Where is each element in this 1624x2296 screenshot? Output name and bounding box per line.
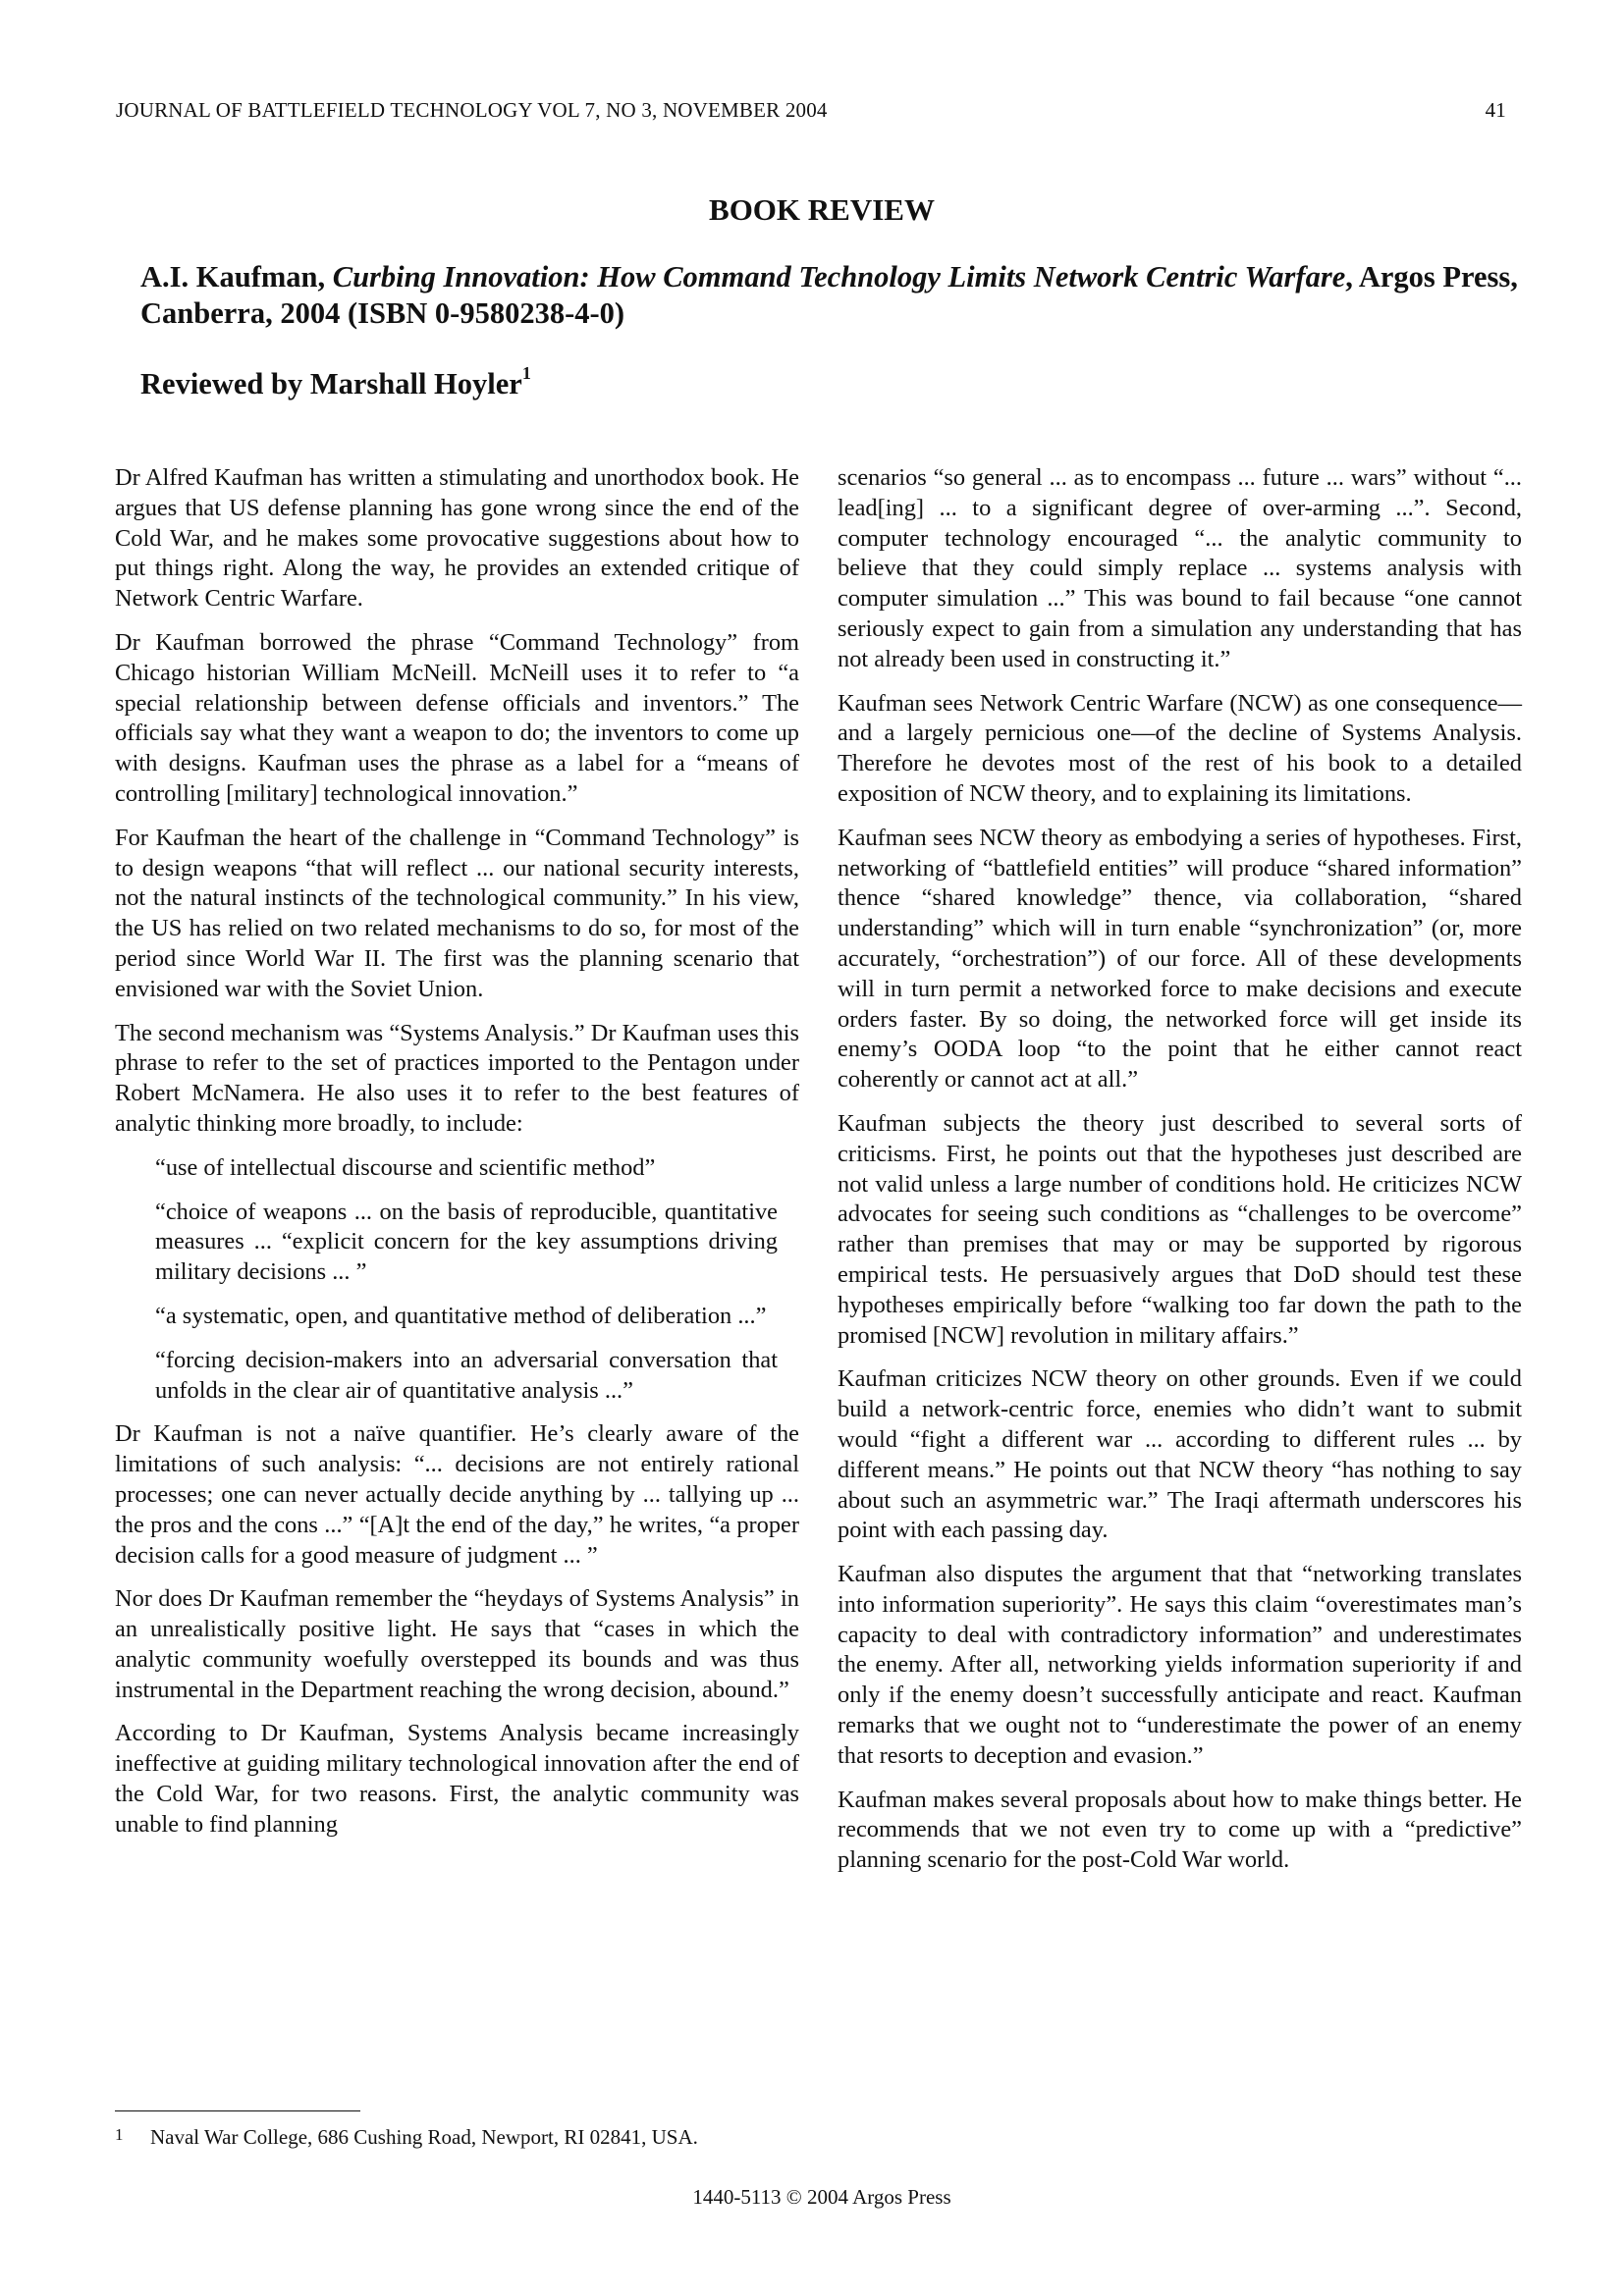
- paragraph: Kaufman subjects the theory just described to several sorts of criticisms. First, he points out that the hypotheses just described are not valid unless a large number of conditions hold. He criticizes NCW advocates for seeing such conditions as “challenges to be overcome” rather than premises that may or may be supported by rigorous empirical tests. He persuasively argues that DoD should test these hypotheses empirically before “walking too far down the path to the promised [NCW] revolution in military affairs.”: [838, 1109, 1522, 1349]
- footnote-text: Naval War College, 686 Cushing Road, Newport, RI 02841, USA.: [150, 2125, 698, 2149]
- footnote-mark: 1: [115, 2125, 124, 2144]
- block-quote: “forcing decision-makers into an adversarial conversation that unfolds in the clear air of quantitative analysis ...”: [155, 1346, 778, 1404]
- right-column: [838, 463, 1522, 1890]
- page-number: 41: [1485, 98, 1506, 122]
- paragraph: Kaufman sees Network Centric Warfare (NCW) as one consequence—and a largely pernicious one—of the decline of Systems Analysis. Therefore he devotes most of the rest of his book to a detailed exposition of NCW theory, and to explaining its limitations.: [838, 689, 1522, 807]
- book-title: Curbing Innovation: How Command Technology Limits Network Centric Warfare: [332, 260, 1346, 294]
- paragraph: Kaufman also disputes the argument that that “networking translates into information superiority”. He says this claim “overestimates man’s capacity to deal with contradictory information” and underestimates the enemy. After all, networking yields information superiority if and only if the enemy doesn’t successfully anticipate and react. Kaufman remarks that we ought not to “underestimate the power of an enemy that resorts to deception and evasion.”: [838, 1561, 1522, 1769]
- journal-line: JOURNAL OF BATTLEFIELD TECHNOLOGY VOL 7, NO 3, NOVEMBER 2004: [116, 98, 828, 122]
- running-header: [116, 98, 1506, 123]
- paragraph: According to Dr Kaufman, Systems Analysis became increasingly ineffective at guiding military technological innovation after the end of the Cold War, for two reasons. First, the analytic community was unable to find planning: [115, 1720, 799, 1838]
- paragraph: scenarios “so general ... as to encompass ... future ... wars” without “... lead[ing] ... to a significant degree of over-arming ...”. Second, computer technology encouraged “... the analytic community to believe that they could simply replace ... systems analysis with computer simulation ...” This was bound to fail because “one cannot seriously expect to gain from a simulation any understanding that has not already been used in constructing it.”: [838, 464, 1522, 672]
- block-quote: “use of intellectual discourse and scientific method”: [155, 1153, 656, 1181]
- reviewer-text: Reviewed by Marshall Hoyler: [140, 367, 522, 401]
- block-quote: “choice of weapons ... on the basis of reproducible, quantitative measures ... “explicit concern for the key assumptions driving military decisions ... ”: [155, 1198, 778, 1286]
- block-quote: “a systematic, open, and quantitative method of deliberation ...”: [155, 1302, 767, 1329]
- footnote: [115, 2125, 698, 2150]
- paragraph: The second mechanism was “Systems Analysis.” Dr Kaufman uses this phrase to refer to the set of practices imported to the Pentagon under Robert McNamera. He also uses it to refer to the best features of analytic thinking more broadly, to include:: [115, 1019, 799, 1137]
- book-citation: [140, 259, 1521, 332]
- reviewer-line: [140, 363, 531, 401]
- paragraph: Dr Alfred Kaufman has written a stimulating and unorthodox book. He argues that US defense planning has gone wrong since the end of the Cold War, and he makes some provocative suggestions about how to put things right. Along the way, he provides an extended critique of Network Centric Warfare.: [115, 464, 799, 613]
- book-author: A.I. Kaufman,: [140, 260, 326, 294]
- paragraph: Nor does Dr Kaufman remember the “heydays of Systems Analysis” in an unrealistically positive light. He says that “cases in which the analytic community woefully overstepped its bounds and was thus instrumental in the Department reaching the wrong decision, abound.”: [115, 1585, 799, 1703]
- paragraph: Kaufman makes several proposals about how to make things better. He recommends that we not even try to come up with a “predictive” planning scenario for the post-Cold War world.: [838, 1786, 1522, 1874]
- paragraph: Dr Kaufman is not a naïve quantifier. He’s clearly aware of the limitations of such analysis: “... decisions are not entirely rational processes; one can never actually decide anything by ... tallying up ... the pros and the cons ...” “[A]t the end of the day,” he writes, “a proper decision calls for a good measure of judgment ... ”: [115, 1420, 799, 1569]
- paragraph: Kaufman sees NCW theory as embodying a series of hypotheses. First, networking of “battlefield entities” will produce “shared information” thence “shared knowledge” thence, via collaboration, “shared understanding” which will in turn enable “synchronization” (or, more accurately, “orchestration”) of our force. All of these developments will in turn permit a networked force to make decisions and execute orders faster. By so doing, the networked force will get inside its enemy’s OODA loop “to the point that he either cannot react coherently or cannot act at all.”: [838, 824, 1522, 1094]
- footnote-ref: 1: [521, 363, 531, 383]
- page-footer: 1440-5113 © 2004 Argos Press: [692, 2185, 951, 2209]
- left-column: [115, 463, 799, 1854]
- footnote-divider: [115, 2110, 360, 2111]
- paragraph: Dr Kaufman borrowed the phrase “Command Technology” from Chicago historian William McNeill. McNeill uses it to refer to “a special relationship between defense officials and inventors.” The officials say what they want a weapon to do; the inventors to come up with designs. Kaufman uses the phrase as a label for a “means of controlling [military] technological innovation.”: [115, 628, 799, 807]
- book-publisher-info: , Argos Press, Canberra, 2004 (ISBN 0-9580238-4-0): [140, 260, 1518, 330]
- paragraph: For Kaufman the heart of the challenge in “Command Technology” is to design weapons “that will reflect ... our national security interests, not the natural instincts of the technological community.” In his view, the US has relied on two related mechanisms to do so, for most of the period since World War II. The first was the planning scenario that envisioned war with the Soviet Union.: [115, 824, 799, 1002]
- section-title: BOOK REVIEW: [709, 192, 935, 227]
- paragraph: Kaufman criticizes NCW theory on other grounds. Even if we could build a network-centric force, enemies who didn’t want to submit would “fight a different war ... according to different rules ... by different means.” He points out that NCW theory “has nothing to say about such an asymmetric war.” The Iraqi aftermath underscores his point with each passing day.: [838, 1365, 1522, 1544]
